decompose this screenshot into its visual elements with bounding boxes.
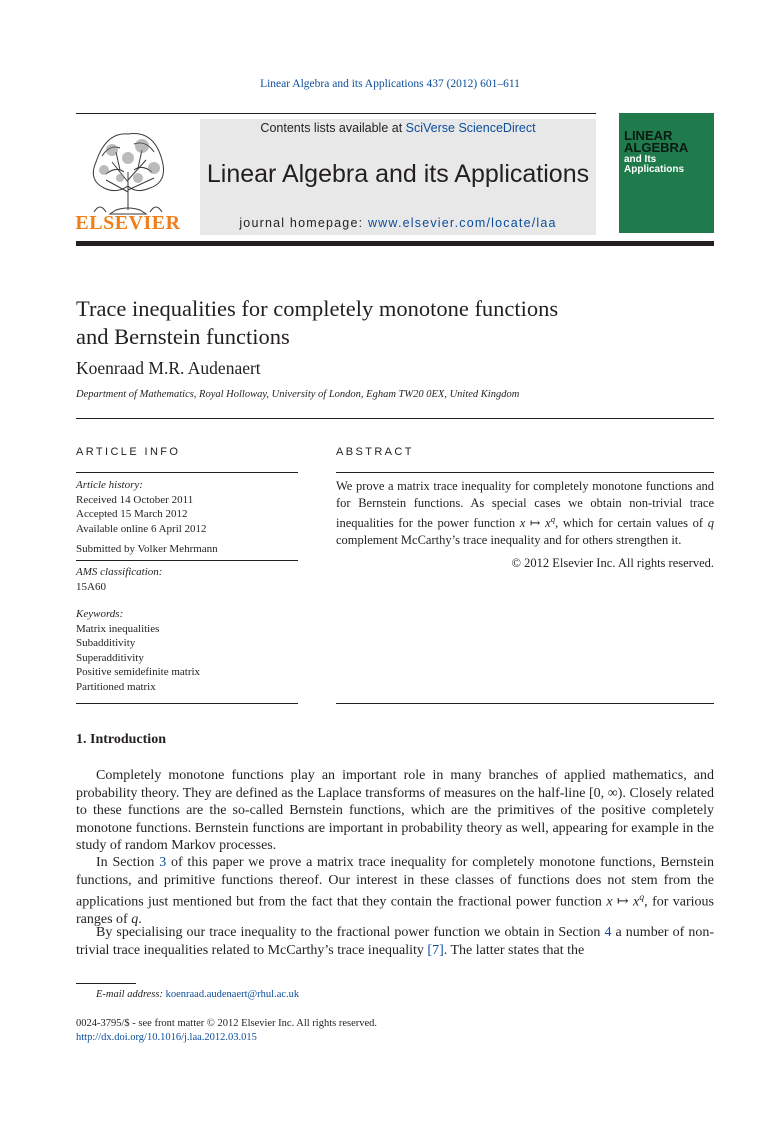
author-affiliation: Department of Mathematics, Royal Holloway, University of London, Egham TW20 0EX, United Kingdom (76, 389, 520, 400)
abstract-heading: ABSTRACT (336, 446, 414, 458)
email-link[interactable]: koenraad.audenaert@rhul.ac.uk (165, 989, 300, 1000)
abstract-rule (336, 703, 714, 704)
accepted-date: Accepted 15 March 2012 (76, 508, 188, 520)
abstract-part: , which for certain values of (555, 516, 708, 531)
math-exponent: q (550, 514, 556, 524)
abstract-part: We prove a matrix trace inequality for completely monotone functions and for Bernstein functions. As special cases we obtain non-trivial trace inequalities for the power function (336, 479, 714, 531)
homepage-link[interactable]: www.elsevier.com/locate/laa (367, 216, 557, 230)
paragraph-text: In Section (96, 855, 160, 870)
math-variable: q (707, 516, 714, 531)
abstract-rule (336, 472, 714, 473)
homepage-line (200, 216, 596, 230)
article-history (76, 478, 298, 536)
abstract-part: complement McCarthy’s trace inequality and for others strengthen it. (336, 532, 682, 547)
issn-line: 0024-3795/$ - see front matter © 2012 Elsevier Inc. All rights reserved. (76, 1018, 378, 1029)
online-date: Available online 6 April 2012 (76, 522, 207, 535)
section-rule (76, 418, 714, 419)
cover-title: LINEAR ALGEBRA (624, 128, 689, 155)
cover-subtitle: and Its Applications (624, 154, 685, 175)
received-date: Received 14 October 2011 (76, 493, 194, 506)
article-title (76, 295, 716, 351)
journal-name: Linear Algebra and its Applications (206, 160, 590, 188)
sciencedirect-link[interactable]: SciVerse ScienceDirect (405, 121, 536, 135)
abstract-text (336, 478, 714, 548)
doi-link[interactable]: http://dx.doi.org/10.1016/j.laa.2012.03.015 (76, 1032, 257, 1043)
footnote-rule (76, 983, 136, 984)
submitted-by: Submitted by Volker Mehrmann (76, 543, 218, 555)
title-line-1: Trace inequalities for completely monotone functions (76, 296, 559, 321)
elsevier-wordmark: ELSEVIER (75, 212, 181, 234)
article-info-rule (76, 560, 298, 561)
paragraph-text: , for various ranges of (76, 894, 714, 928)
keywords (76, 607, 298, 694)
citation-link[interactable]: [7] (427, 942, 444, 958)
keyword-item: Positive semidefinite matrix (76, 666, 201, 678)
section-ref-link[interactable]: 3 (159, 855, 167, 870)
keyword-item: Subadditivity (76, 637, 136, 649)
email-footnote (96, 989, 299, 1000)
paragraph-text: a number of non-trivial trace inequalities related to McCarthy’s trace inequality (76, 925, 714, 958)
keywords-label: Keywords: (76, 608, 124, 620)
journal-reference[interactable]: Linear Algebra and its Applications 437 (2012) 601–611 (260, 78, 520, 90)
title-line-2: and Bernstein functions (76, 324, 290, 349)
ams-code: 15A60 (76, 580, 106, 593)
keyword-item: Partitioned matrix (76, 680, 156, 693)
math-expression: x ↦ x (606, 894, 640, 910)
paragraph-text: . The latter states that the (443, 942, 585, 958)
author-name: Koenraad M.R. Audenaert (76, 358, 261, 378)
homepage-prefix: journal homepage: (239, 216, 368, 230)
paragraph-text: Completely monotone functions play an important role in many branches of applied mathematics, and probability theory. They are defined as the Laplace transforms of measures on the half-line [0, ∞). Closely related to these functions are the so-called Bernstein functions, which are the primitives of the positive completely monotone functions. Bernstein functions are important in probability theory as well, appearing for example in the study of random Markov processes. (76, 768, 714, 853)
history-label: Article history: (76, 479, 143, 491)
article-info-heading: ARTICLE INFO (76, 446, 181, 458)
header-bottom-rule (76, 241, 714, 246)
copyright-notice: © 2012 Elsevier Inc. All rights reserved. (511, 556, 714, 570)
email-label: E-mail address: (96, 989, 166, 1000)
paragraph-text: By specialising our trace inequality to the fractional power function we obtain in Section (96, 925, 605, 940)
paragraph (76, 924, 714, 959)
contents-line (200, 121, 596, 135)
ams-classification (76, 565, 298, 594)
introduction-heading: 1. Introduction (76, 732, 166, 747)
section-ref-link[interactable]: 4 (604, 925, 612, 940)
header-top-rule (76, 113, 596, 114)
keyword-item: Superadditivity (76, 651, 144, 664)
ams-label: AMS classification: (76, 566, 163, 578)
paragraph (76, 854, 714, 929)
paragraph-text: . (138, 912, 142, 928)
math-variable: q (131, 912, 139, 928)
math-expression: x ↦ x (519, 516, 551, 531)
paragraph-text: of this paper we prove a matrix trace inequality for completely monotone functions, Bernstein functions, and primitive functions thereof. Our interest in these classes of functions does not stem from the applications just mentioned but from the fact that they contain the fractional power function (76, 855, 714, 910)
article-info-rule (76, 703, 298, 704)
contents-prefix: Contents lists available at (260, 121, 406, 135)
article-info-rule (76, 472, 298, 473)
math-exponent: q (639, 892, 645, 903)
paragraph (76, 767, 714, 855)
keyword-item: Matrix inequalities (76, 622, 160, 635)
